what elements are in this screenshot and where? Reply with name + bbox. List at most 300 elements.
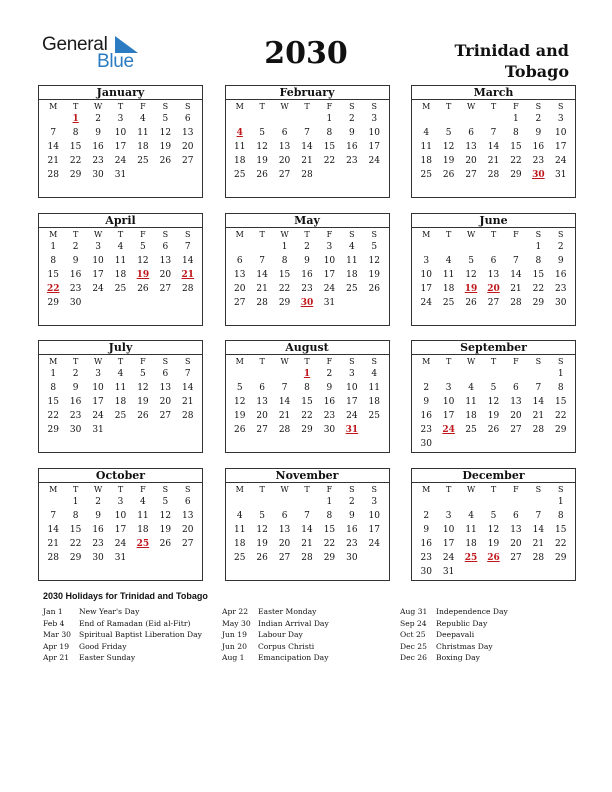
day-cell: 11: [465, 524, 477, 535]
logo-text-blue: Blue: [97, 51, 134, 72]
day-cell: 27: [182, 538, 194, 549]
weekday-label: W: [280, 484, 289, 494]
day-cell: 9: [348, 128, 355, 138]
empty-cell: [460, 437, 482, 451]
week-row: [412, 126, 575, 140]
day-cell: 4: [117, 241, 124, 252]
day-cell: 22: [510, 156, 522, 166]
week-row: [226, 423, 389, 437]
weekday-label: T: [259, 357, 265, 366]
weekday-label: S: [185, 229, 191, 239]
day-cell: 30: [323, 425, 336, 435]
weekday-label: F: [513, 484, 519, 494]
day-cell: 29: [555, 552, 567, 563]
day-cell: 21: [532, 538, 545, 549]
month-july: [38, 340, 203, 453]
day-cell: 14: [301, 142, 313, 152]
empty-cell: [460, 565, 482, 579]
week-row: [226, 296, 389, 310]
day-cell: 17: [346, 397, 358, 407]
empty-cell: [132, 296, 154, 310]
weekday-label: M: [422, 484, 431, 494]
day-cell: 6: [162, 241, 169, 252]
month-september: [411, 340, 576, 453]
day-cell: 29: [323, 552, 336, 563]
day-cell: 23: [346, 156, 358, 166]
day-cell: 6: [162, 369, 169, 379]
week-row: [226, 126, 389, 140]
holidays-title: 2030 Holidays for Trinidad and Tobago: [43, 591, 208, 601]
day-cell: 16: [346, 142, 358, 152]
empty-cell: [177, 423, 199, 437]
day-cell: 10: [368, 128, 380, 138]
week-row: [412, 268, 575, 282]
day-cell: 7: [259, 255, 265, 266]
day-cell: 12: [256, 142, 268, 152]
empty-cell: [341, 168, 363, 182]
weekday-label: S: [185, 484, 191, 494]
day-cell: 14: [532, 524, 545, 535]
empty-cell: [437, 112, 459, 126]
day-cell: 7: [184, 241, 191, 252]
day-cell: 2: [95, 496, 101, 507]
day-cell: 1: [50, 369, 57, 379]
day-cell: 29: [532, 297, 545, 308]
empty-cell: [437, 240, 459, 254]
day-cell: 15: [69, 524, 82, 535]
day-cell: 4: [117, 369, 124, 379]
empty-cell: [154, 168, 176, 182]
holiday-name: Christmas Day: [436, 641, 493, 651]
week-row: [412, 168, 575, 182]
day-cell: 22: [47, 411, 59, 421]
day-cell: 13: [159, 383, 172, 393]
week-row: [226, 523, 389, 537]
day-cell: 12: [233, 397, 246, 407]
weekday-label: T: [445, 229, 452, 239]
holiday-day-cell: 20: [487, 283, 500, 294]
day-cell: 1: [326, 496, 333, 507]
week-row: [226, 409, 389, 423]
day-cell: 16: [555, 269, 567, 280]
day-cell: 15: [47, 397, 59, 407]
weekday-label: W: [93, 357, 103, 366]
holiday-date: May 30: [222, 618, 251, 628]
month-june: [411, 213, 576, 326]
day-cell: 6: [236, 255, 243, 266]
week-row: [39, 523, 202, 537]
weekday-label: S: [162, 484, 169, 494]
day-cell: 2: [535, 114, 542, 124]
day-cell: 16: [323, 397, 336, 407]
day-cell: 6: [184, 114, 191, 124]
empty-cell: [527, 495, 549, 509]
day-cell: 20: [159, 397, 172, 407]
month-march: [411, 85, 576, 198]
week-row: [412, 523, 575, 537]
day-cell: 22: [69, 156, 82, 166]
weekday-label: T: [490, 102, 497, 111]
day-cell: 10: [420, 269, 432, 280]
empty-cell: [363, 168, 385, 182]
day-cell: 30: [69, 297, 82, 308]
day-cell: 2: [304, 241, 310, 252]
day-cell: 7: [50, 510, 57, 521]
empty-cell: [482, 367, 504, 381]
day-cell: 28: [182, 411, 194, 421]
weekday-label: F: [326, 484, 333, 494]
weekday-label: T: [259, 102, 265, 111]
weekday-header: [412, 228, 575, 240]
empty-cell: [87, 296, 109, 310]
weekday-label: W: [93, 102, 103, 111]
empty-cell: [251, 367, 273, 381]
weekday-label: S: [185, 102, 191, 111]
week-row: [226, 537, 389, 551]
day-cell: 2: [72, 369, 79, 379]
day-cell: 2: [95, 114, 101, 124]
holiday-day-cell: 30: [532, 170, 545, 180]
day-cell: 3: [117, 496, 124, 507]
day-cell: 13: [465, 142, 477, 152]
holiday-column: [43, 606, 202, 664]
day-cell: 16: [346, 524, 358, 535]
week-row: [412, 551, 575, 565]
week-row: [226, 112, 389, 126]
week-row: [412, 509, 575, 523]
weekday-label: S: [371, 357, 378, 366]
day-cell: 12: [368, 255, 380, 266]
day-cell: 18: [420, 156, 432, 166]
day-cell: 19: [256, 538, 268, 549]
day-cell: 23: [346, 538, 358, 549]
week-row: [412, 296, 575, 310]
day-cell: 29: [47, 425, 59, 435]
day-cell: 20: [465, 156, 477, 166]
holiday-column: [222, 606, 329, 664]
day-cell: 11: [114, 255, 127, 266]
day-cell: 22: [301, 411, 313, 421]
day-cell: 4: [140, 114, 146, 124]
weekday-header: [412, 100, 575, 112]
calendar-year: 2030: [264, 36, 348, 71]
day-cell: 18: [137, 524, 149, 535]
holiday-date: Feb 4: [43, 618, 65, 628]
day-cell: 5: [259, 510, 265, 521]
weekday-label: M: [235, 357, 244, 366]
holiday-name: Indian Arrival Day: [258, 618, 329, 628]
day-cell: 28: [532, 425, 545, 435]
empty-cell: [437, 367, 459, 381]
weekday-label: W: [466, 102, 476, 111]
day-cell: 13: [278, 142, 291, 152]
week-row: [39, 296, 202, 310]
day-cell: 15: [532, 269, 545, 280]
day-cell: 27: [159, 411, 172, 421]
day-cell: 18: [465, 538, 477, 549]
day-cell: 8: [50, 383, 57, 393]
holiday-name: Corpus Christi: [258, 641, 315, 651]
day-cell: 21: [278, 411, 291, 421]
day-cell: 25: [420, 170, 432, 180]
empty-cell: [460, 367, 482, 381]
empty-cell: [527, 437, 549, 451]
weekday-header: [226, 228, 389, 240]
weekday-label: T: [72, 357, 79, 366]
empty-cell: [363, 551, 385, 565]
weekday-label: W: [466, 484, 476, 494]
weekday-label: F: [513, 357, 519, 366]
day-cell: 7: [184, 369, 191, 379]
day-cell: 16: [420, 411, 432, 421]
day-cell: 23: [420, 425, 432, 435]
day-cell: 12: [256, 524, 268, 535]
weekday-label: M: [49, 484, 58, 494]
day-cell: 23: [323, 411, 336, 421]
day-cell: 17: [368, 524, 380, 535]
holiday-date: Mar 30: [43, 630, 72, 639]
day-cell: 28: [278, 425, 291, 435]
day-cell: 21: [256, 283, 268, 294]
day-cell: 8: [281, 255, 288, 266]
weekday-header: [39, 228, 202, 240]
holiday-entry: [222, 652, 329, 664]
day-cell: 7: [490, 128, 497, 138]
holiday-entry: [222, 629, 329, 641]
day-cell: 25: [233, 170, 246, 180]
weekday-label: T: [304, 357, 310, 366]
day-cell: 17: [442, 538, 455, 549]
holiday-day-cell: 1: [72, 114, 79, 124]
empty-cell: [177, 296, 199, 310]
weekday-label: T: [72, 102, 79, 111]
day-cell: 19: [159, 524, 172, 535]
day-cell: 2: [348, 114, 355, 124]
week-row: [39, 240, 202, 254]
day-cell: 7: [50, 128, 57, 138]
day-cell: 23: [92, 538, 104, 549]
weekday-label: S: [162, 229, 169, 239]
weekday-label: S: [349, 357, 355, 366]
week-row: [412, 495, 575, 509]
weekday-header: [412, 355, 575, 367]
holiday-date: Dec 25: [400, 641, 427, 651]
day-cell: 4: [348, 241, 355, 252]
country-name: Trinidad and Tobago: [454, 41, 569, 81]
day-cell: 10: [92, 383, 104, 393]
week-row: [226, 282, 389, 296]
day-cell: 5: [445, 128, 452, 138]
weekday-header: [226, 355, 389, 367]
day-cell: 30: [92, 552, 104, 563]
day-cell: 11: [346, 255, 358, 266]
day-cell: 1: [50, 241, 57, 252]
day-cell: 1: [535, 241, 542, 252]
day-cell: 24: [346, 411, 358, 421]
day-cell: 9: [423, 524, 430, 535]
day-cell: 27: [278, 170, 291, 180]
day-cell: 14: [47, 142, 59, 152]
day-cell: 27: [182, 156, 194, 166]
week-row: [412, 240, 575, 254]
day-cell: 12: [487, 524, 500, 535]
day-cell: 19: [442, 156, 455, 166]
holiday-name: Good Friday: [79, 641, 127, 651]
week-row: [226, 168, 389, 182]
day-cell: 24: [323, 283, 336, 294]
day-cell: 27: [487, 297, 500, 308]
day-cell: 13: [182, 128, 194, 138]
day-cell: 23: [420, 552, 432, 563]
day-cell: 15: [323, 524, 336, 535]
day-cell: 15: [278, 269, 291, 280]
empty-cell: [251, 495, 273, 509]
day-cell: 20: [182, 524, 194, 535]
day-cell: 27: [510, 425, 522, 435]
day-cell: 11: [233, 142, 246, 152]
day-cell: 21: [182, 397, 194, 407]
day-cell: 17: [323, 269, 336, 280]
week-row: [226, 140, 389, 154]
holiday-entry: [43, 629, 202, 641]
day-cell: 14: [532, 397, 545, 407]
day-cell: 31: [555, 170, 567, 180]
weekday-label: S: [162, 102, 169, 111]
day-cell: 6: [281, 510, 288, 521]
weekday-label: M: [49, 229, 58, 239]
holiday-entry: [43, 652, 202, 664]
week-row: [39, 154, 202, 168]
month-name: July: [39, 341, 202, 355]
holiday-name: Easter Monday: [258, 607, 317, 616]
week-row: [39, 254, 202, 268]
holiday-entry: [400, 618, 508, 630]
day-cell: 29: [278, 297, 291, 308]
day-cell: 7: [304, 128, 310, 138]
empty-cell: [505, 565, 527, 579]
weekday-label: T: [72, 484, 79, 494]
day-cell: 27: [278, 552, 291, 563]
weekday-label: M: [235, 229, 244, 239]
day-cell: 25: [114, 411, 127, 421]
holiday-entry: [43, 641, 202, 653]
day-cell: 24: [368, 156, 380, 166]
weekday-label: S: [371, 102, 378, 111]
month-name: January: [39, 86, 202, 100]
empty-cell: [341, 296, 363, 310]
day-cell: 13: [510, 397, 522, 407]
empty-cell: [363, 296, 385, 310]
day-cell: 6: [468, 128, 474, 138]
day-cell: 19: [487, 538, 500, 549]
empty-cell: [363, 423, 385, 437]
day-cell: 31: [92, 425, 104, 435]
day-cell: 4: [445, 255, 452, 266]
empty-cell: [42, 112, 64, 126]
empty-cell: [505, 437, 527, 451]
day-cell: 22: [323, 156, 336, 166]
holiday-name: Independence Day: [436, 607, 508, 616]
weekday-label: M: [49, 357, 58, 366]
day-cell: 15: [555, 524, 567, 535]
day-cell: 11: [442, 269, 455, 280]
day-cell: 26: [159, 156, 172, 166]
day-cell: 10: [92, 255, 104, 266]
day-cell: 3: [348, 369, 355, 379]
day-cell: 25: [137, 156, 149, 166]
day-cell: 23: [301, 283, 313, 294]
weekday-label: S: [162, 357, 169, 366]
weekday-label: M: [49, 102, 58, 111]
week-row: [39, 112, 202, 126]
weekday-label: T: [304, 229, 310, 239]
week-row: [412, 537, 575, 551]
weekday-label: M: [422, 357, 431, 366]
day-cell: 21: [301, 156, 313, 166]
day-cell: 10: [368, 510, 380, 521]
month-name: March: [412, 86, 575, 100]
day-cell: 22: [69, 538, 82, 549]
day-cell: 12: [442, 142, 455, 152]
day-cell: 8: [72, 128, 79, 138]
day-cell: 9: [326, 383, 333, 393]
day-cell: 21: [47, 538, 59, 549]
day-cell: 18: [114, 397, 127, 407]
holiday-day-cell: 25: [136, 538, 150, 549]
month-may: [225, 213, 390, 326]
day-cell: 24: [114, 538, 127, 549]
day-cell: 25: [346, 283, 358, 294]
week-row: [39, 268, 202, 282]
day-cell: 3: [117, 114, 124, 124]
day-cell: 8: [326, 510, 333, 521]
day-cell: 30: [69, 425, 82, 435]
day-cell: 6: [513, 383, 519, 393]
holiday-date: Oct 25: [400, 630, 426, 639]
day-cell: 9: [72, 255, 79, 266]
weekday-label: M: [422, 229, 431, 239]
empty-cell: [154, 551, 176, 565]
day-cell: 16: [301, 269, 313, 280]
empty-cell: [132, 168, 154, 182]
day-cell: 28: [510, 297, 522, 308]
weekday-label: F: [140, 229, 146, 239]
day-cell: 5: [468, 255, 474, 266]
week-row: [412, 437, 575, 451]
weekday-label: F: [513, 229, 519, 239]
day-cell: 14: [256, 269, 268, 280]
day-cell: 5: [490, 383, 497, 393]
holiday-name: Boxing Day: [436, 653, 480, 662]
holiday-date: Jun 20: [222, 641, 247, 651]
day-cell: 5: [259, 128, 265, 138]
day-cell: 13: [510, 524, 522, 535]
day-cell: 14: [487, 142, 500, 152]
day-cell: 10: [114, 128, 127, 138]
weekday-label: S: [535, 484, 542, 494]
week-row: [39, 140, 202, 154]
day-cell: 22: [532, 283, 545, 294]
week-row: [412, 282, 575, 296]
weekday-label: F: [326, 102, 333, 111]
day-cell: 23: [69, 411, 82, 421]
day-cell: 20: [256, 411, 268, 421]
month-name: June: [412, 214, 575, 228]
day-cell: 7: [304, 510, 310, 521]
month-name: October: [39, 469, 202, 483]
day-cell: 24: [555, 156, 567, 166]
day-cell: 16: [420, 538, 432, 549]
